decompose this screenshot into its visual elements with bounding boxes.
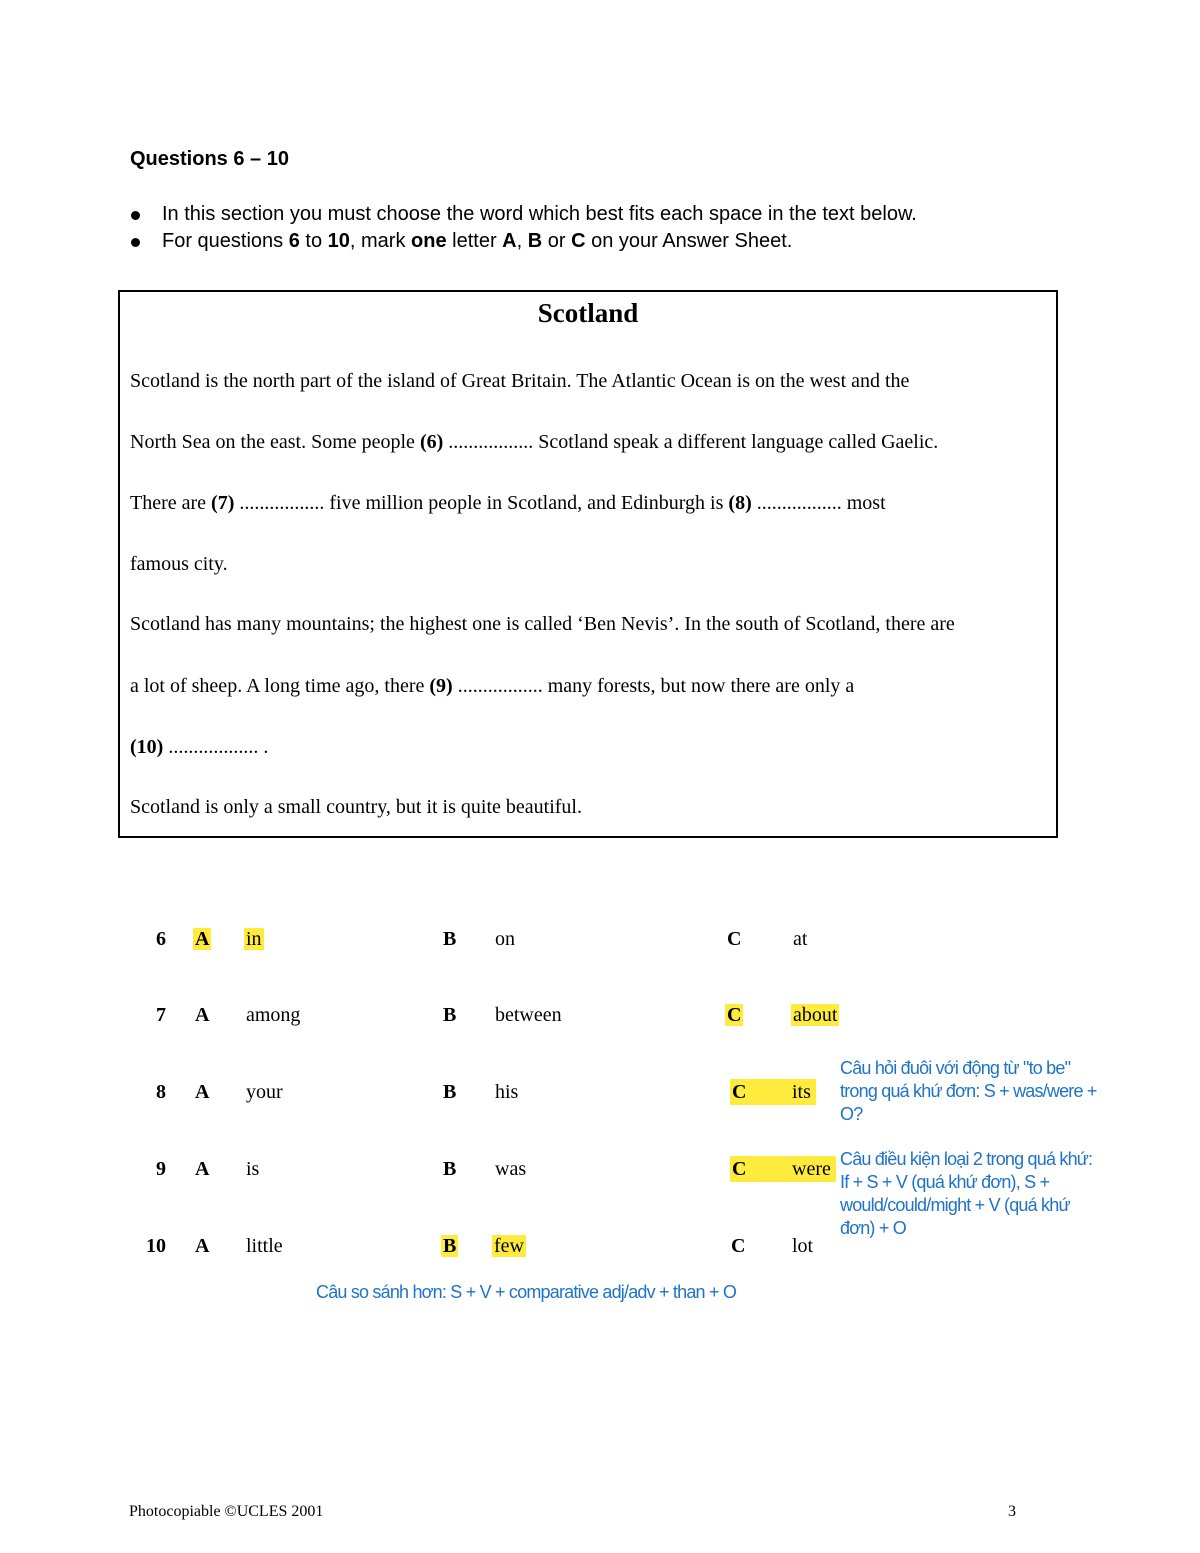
instruction-text: For questions 6 to 10, mark one letter A, B or C on your Answer Sheet. (162, 230, 793, 252)
passage-line: There are (7) ................. five million people in Scotland, and Edinburgh is (8) ................. most (130, 492, 886, 514)
option-letter: C (731, 1235, 746, 1257)
option-word (244, 926, 264, 952)
option-word: his (495, 1081, 519, 1103)
option-letter: C (727, 928, 742, 950)
option-word: was (495, 1158, 527, 1180)
question-number: 6 (156, 928, 166, 950)
option-word: at (793, 928, 808, 950)
copyright-footer: Photocopiable ©UCLES 2001 (129, 1503, 324, 1520)
option-word: among (246, 1004, 301, 1026)
option-letter (725, 1002, 743, 1028)
passage-line: (10) .................. . (130, 736, 269, 758)
answer-highlight: C (727, 1004, 742, 1026)
gap-number: (9) (429, 675, 453, 697)
instructions-list (130, 201, 917, 255)
option-letter: B (443, 928, 457, 950)
answer-highlight: C (732, 1158, 747, 1180)
option-letter (193, 926, 211, 952)
option-word: between (495, 1004, 562, 1026)
option-letter: B (443, 1158, 457, 1180)
instruction-text: In this section you must choose the word which best fits each space in the text below. (162, 203, 917, 225)
conditional-note: Câu điều kiện loại 2 trong quá khứ: If + S + V (quá khứ đơn), S + would/could/might + V (quá khứ đơn) + O (840, 1149, 1093, 1238)
answer-highlight: about (793, 1004, 838, 1026)
bullet-icon (131, 238, 140, 247)
question-number: 10 (146, 1235, 166, 1257)
comparative-note: Câu so sánh hơn: S + V + comparative adj/adv + than + O (316, 1282, 737, 1302)
option-word: lot (792, 1235, 814, 1257)
option-word: your (246, 1081, 283, 1103)
answer-highlight: B (443, 1235, 457, 1257)
option-word: is (246, 1158, 260, 1180)
answer-highlight: in (246, 928, 262, 950)
gap-number: (8) (728, 492, 752, 514)
option-word: little (246, 1235, 283, 1257)
option-letter: A (195, 1235, 210, 1257)
passage-title: Scotland (537, 298, 639, 328)
answer-highlight: few (494, 1235, 524, 1257)
passage-line: Scotland is the north part of the island of Great Britain. The Atlantic Ocean is on the west and the (130, 370, 910, 392)
passage-line: a lot of sheep. A long time ago, there (9) ................. many forests, but now there are only a (130, 675, 855, 697)
option-letter: B (443, 1081, 457, 1103)
option-letter: A (195, 1004, 210, 1026)
bullet-icon (131, 211, 140, 220)
passage-line: Scotland is only a small country, but it is quite beautiful. (130, 796, 582, 818)
instruction-item (130, 201, 917, 228)
passage-line: North Sea on the east. Some people (6) ................. Scotland speak a different language called Gaelic. (130, 431, 939, 453)
answer-highlight: A (195, 928, 210, 950)
gap-number: (7) (211, 492, 235, 514)
gap-number: (10) (130, 736, 164, 758)
question-number: 8 (156, 1081, 166, 1103)
option-word (791, 1002, 839, 1028)
option-word: its (792, 1081, 811, 1103)
option-word: on (495, 928, 515, 950)
page-number: 3 (1008, 1503, 1016, 1520)
option-letter (441, 1233, 458, 1259)
option-letter: B (443, 1004, 457, 1026)
passage-line: famous city. (130, 553, 228, 575)
question-number: 7 (156, 1004, 166, 1026)
option-word: were (792, 1158, 831, 1180)
passage-box (118, 290, 1058, 838)
section-heading: Questions 6 – 10 (130, 148, 289, 170)
option-letter: A (195, 1081, 210, 1103)
option-letter: A (195, 1158, 210, 1180)
tag-question-note: Câu hỏi đuôi với động từ "to be" trong quá khứ đơn: S + was/were + O? (840, 1058, 1097, 1124)
option-word (492, 1233, 526, 1259)
instruction-item (130, 228, 917, 255)
gap-number: (6) (419, 431, 444, 453)
answer-highlight: C (732, 1081, 747, 1103)
passage-line: Scotland has many mountains; the highest one is called ‘Ben Nevis’. In the south of Scotland, there are (130, 613, 955, 635)
question-number: 9 (156, 1158, 166, 1180)
